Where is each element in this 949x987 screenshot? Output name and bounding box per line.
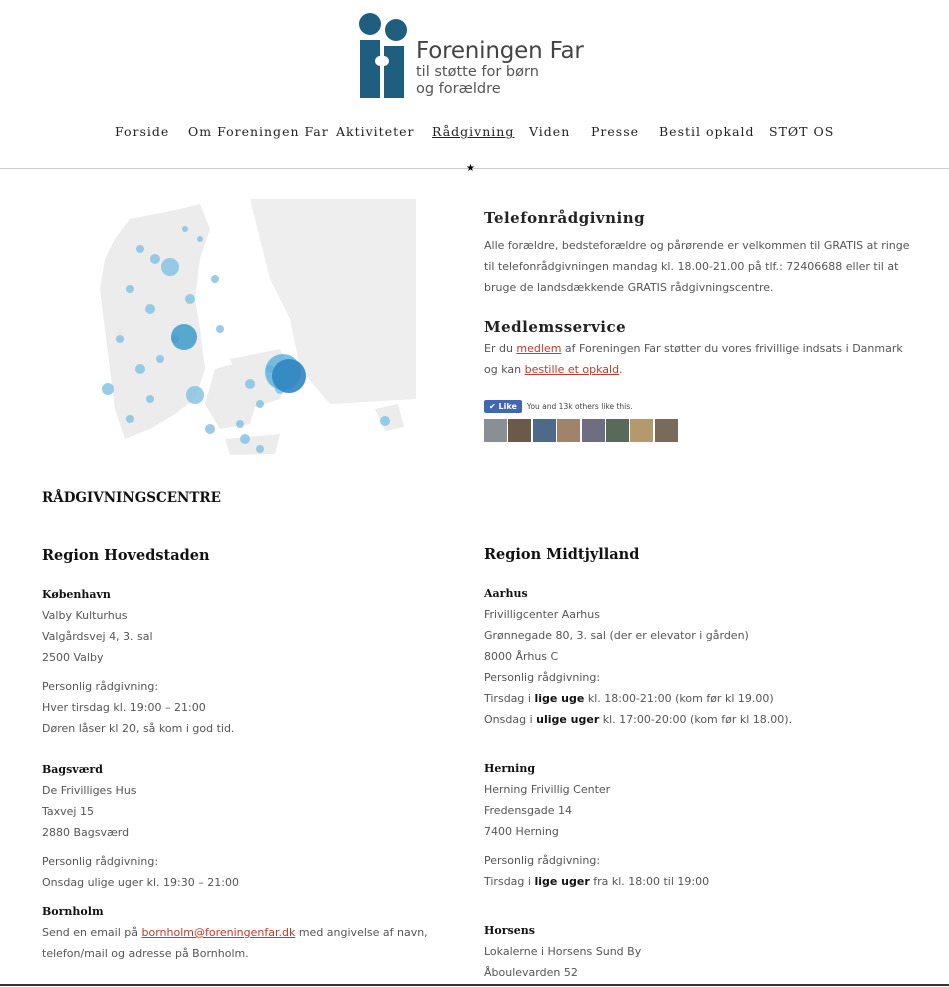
centre-line: Valgårdsvej 4, 3. sal xyxy=(42,630,153,643)
facebook-friend-avatar[interactable] xyxy=(630,419,653,442)
centre-line: 8000 Århus C xyxy=(484,650,559,663)
region-hovedstaden-title: Region Hovedstaden xyxy=(42,547,210,564)
nav-item-forside[interactable]: Forside xyxy=(115,124,170,139)
nav-item-stoet-os[interactable]: STØT OS xyxy=(769,124,835,139)
bornholm-text-1: Send en email på xyxy=(42,926,142,939)
facebook-friend-avatar[interactable] xyxy=(606,419,629,442)
logo-mark-icon xyxy=(358,12,410,100)
centre-line: 2880 Bagsværd xyxy=(42,826,130,839)
medlem-body xyxy=(484,338,914,380)
centre-line: telefon/mail og adresse på Bornholm. xyxy=(42,947,249,960)
logo-tagline-1: til støtte for børn xyxy=(416,64,539,80)
aarhus-line6-a: Onsdag i xyxy=(484,713,537,726)
facebook-friend-avatar[interactable] xyxy=(557,419,580,442)
centre-line: Grønnegade 80, 3. sal (der er elevator i gården) xyxy=(484,629,749,642)
centre-line: 7400 Herning xyxy=(484,825,559,838)
aarhus-line6-c: kl. 17:00-20:00 (kom før kl 18.00). xyxy=(599,713,793,726)
centre-line: Valby Kulturhus xyxy=(42,609,128,622)
centre-line xyxy=(484,709,904,730)
centre-city-koebenhavn: København xyxy=(42,588,111,601)
medlem-text-3: . xyxy=(619,363,623,376)
telefon-body: Alle forældre, bedsteforældre og pårørende er velkommen til GRATIS at ringe til telefonrådgivningen mandag kl. 18.00-21.00 på tlf.: 72406688 eller til at bruge de landsdækkende GRATIS rådgivningscentre. xyxy=(484,239,910,294)
centre-line: Lokalerne i Horsens Sund By xyxy=(484,945,642,958)
centre-line: Hver tirsdag kl. 19:00 – 21:00 xyxy=(42,701,206,714)
facebook-friend-avatar[interactable] xyxy=(508,419,531,442)
herning-line5-c: fra kl. 18:00 til 19:00 xyxy=(589,875,710,888)
centre-line: Taxvej 15 xyxy=(42,805,94,818)
bornholm-text-2: med angivelse af navn, xyxy=(295,926,428,939)
centre-line xyxy=(484,688,904,709)
bestil-opkald-link[interactable]: bestille et opkald xyxy=(524,363,620,376)
centre-line: 2500 Valby xyxy=(42,651,104,664)
centre-city-herning: Herning xyxy=(484,762,536,775)
centre-line: Personlig rådgivning: xyxy=(484,854,601,867)
nav-item-viden[interactable]: Viden xyxy=(529,124,571,139)
nav-item-raadgivning[interactable]: Rådgivning xyxy=(432,124,515,139)
aarhus-line5-a: Tirsdag i xyxy=(484,692,535,705)
denmark-map xyxy=(100,199,416,457)
aarhus-line5-b: lige uge xyxy=(534,692,585,705)
centre-city-horsens: Horsens xyxy=(484,924,535,937)
centre-line: De Frivilliges Hus xyxy=(42,784,137,797)
facebook-faces xyxy=(484,419,679,442)
centre-line: Døren låser kl 20, så kom i god tid. xyxy=(42,722,235,735)
centre-line: Personlig rådgivning: xyxy=(42,855,159,868)
centre-city-bornholm: Bornholm xyxy=(42,905,104,918)
site-header xyxy=(0,0,949,169)
centre-line: Fredensgade 14 xyxy=(484,804,572,817)
region-midtjylland xyxy=(484,583,904,983)
centre-line: Frivilligcenter Aarhus xyxy=(484,608,600,621)
nav-item-om[interactable]: Om Foreningen Far xyxy=(188,124,329,139)
region-hovedstaden xyxy=(42,584,462,964)
medlem-text-1: Er du xyxy=(484,342,517,355)
medlem-text-2: af Foreningen Far støtter du vores frivillige indsats i Danmark og kan xyxy=(484,342,903,376)
telefon-title: Telefonrådgivning xyxy=(484,209,646,227)
facebook-friend-avatar[interactable] xyxy=(533,419,556,442)
facebook-like-label: Like xyxy=(498,402,517,411)
facebook-like-count: You and 13k others like this. xyxy=(526,402,633,411)
centre-line xyxy=(42,922,462,943)
facebook-like-widget xyxy=(484,400,633,413)
centre-line: Personlig rådgivning: xyxy=(484,671,601,684)
bornholm-email-link[interactable]: bornholm@foreningenfar.dk xyxy=(141,926,296,939)
medlem-link[interactable]: medlem xyxy=(516,342,562,355)
nav-item-aktiviteter[interactable]: Aktiviteter xyxy=(336,124,415,139)
facebook-friend-avatar[interactable] xyxy=(484,419,507,442)
logo-text xyxy=(416,38,584,98)
info-column xyxy=(484,209,914,380)
centre-line: Herning Frivillig Center xyxy=(484,783,611,796)
centre-line: Åboulevarden 52 xyxy=(484,966,578,979)
aarhus-line5-c: kl. 18:00-21:00 (kom før kl 19.00) xyxy=(584,692,774,705)
herning-line5-b: lige uger xyxy=(534,875,590,888)
medlem-title: Medlemsservice xyxy=(484,318,627,336)
centre-city-bagsvaerd: Bagsværd xyxy=(42,763,103,776)
bottom-rule xyxy=(0,984,949,986)
nav-item-bestil-opkald[interactable]: Bestil opkald xyxy=(659,124,755,139)
centre-line: Personlig rådgivning: xyxy=(42,680,159,693)
centres-heading: RÅDGIVNINGSCENTRE xyxy=(42,490,221,506)
facebook-like-button[interactable]: ✔ Like xyxy=(484,400,522,413)
centre-line: Onsdag ulige uger kl. 19:30 – 21:00 xyxy=(42,876,239,889)
herning-line5-a: Tirsdag i xyxy=(484,875,535,888)
aarhus-line6-b: ulige uger xyxy=(536,713,600,726)
nav-item-presse[interactable]: Presse xyxy=(591,124,640,139)
active-indicator-icon: ★ xyxy=(466,163,475,174)
centre-line xyxy=(484,871,904,892)
logo-tagline-2: og forældre xyxy=(416,81,501,97)
facebook-friend-avatar[interactable] xyxy=(582,419,605,442)
region-midtjylland-title: Region Midtjylland xyxy=(484,546,640,563)
facebook-friend-avatar[interactable] xyxy=(655,419,678,442)
centre-city-aarhus: Aarhus xyxy=(484,587,528,600)
logo-name: Foreningen Far xyxy=(416,38,584,64)
site-logo[interactable] xyxy=(358,12,598,102)
